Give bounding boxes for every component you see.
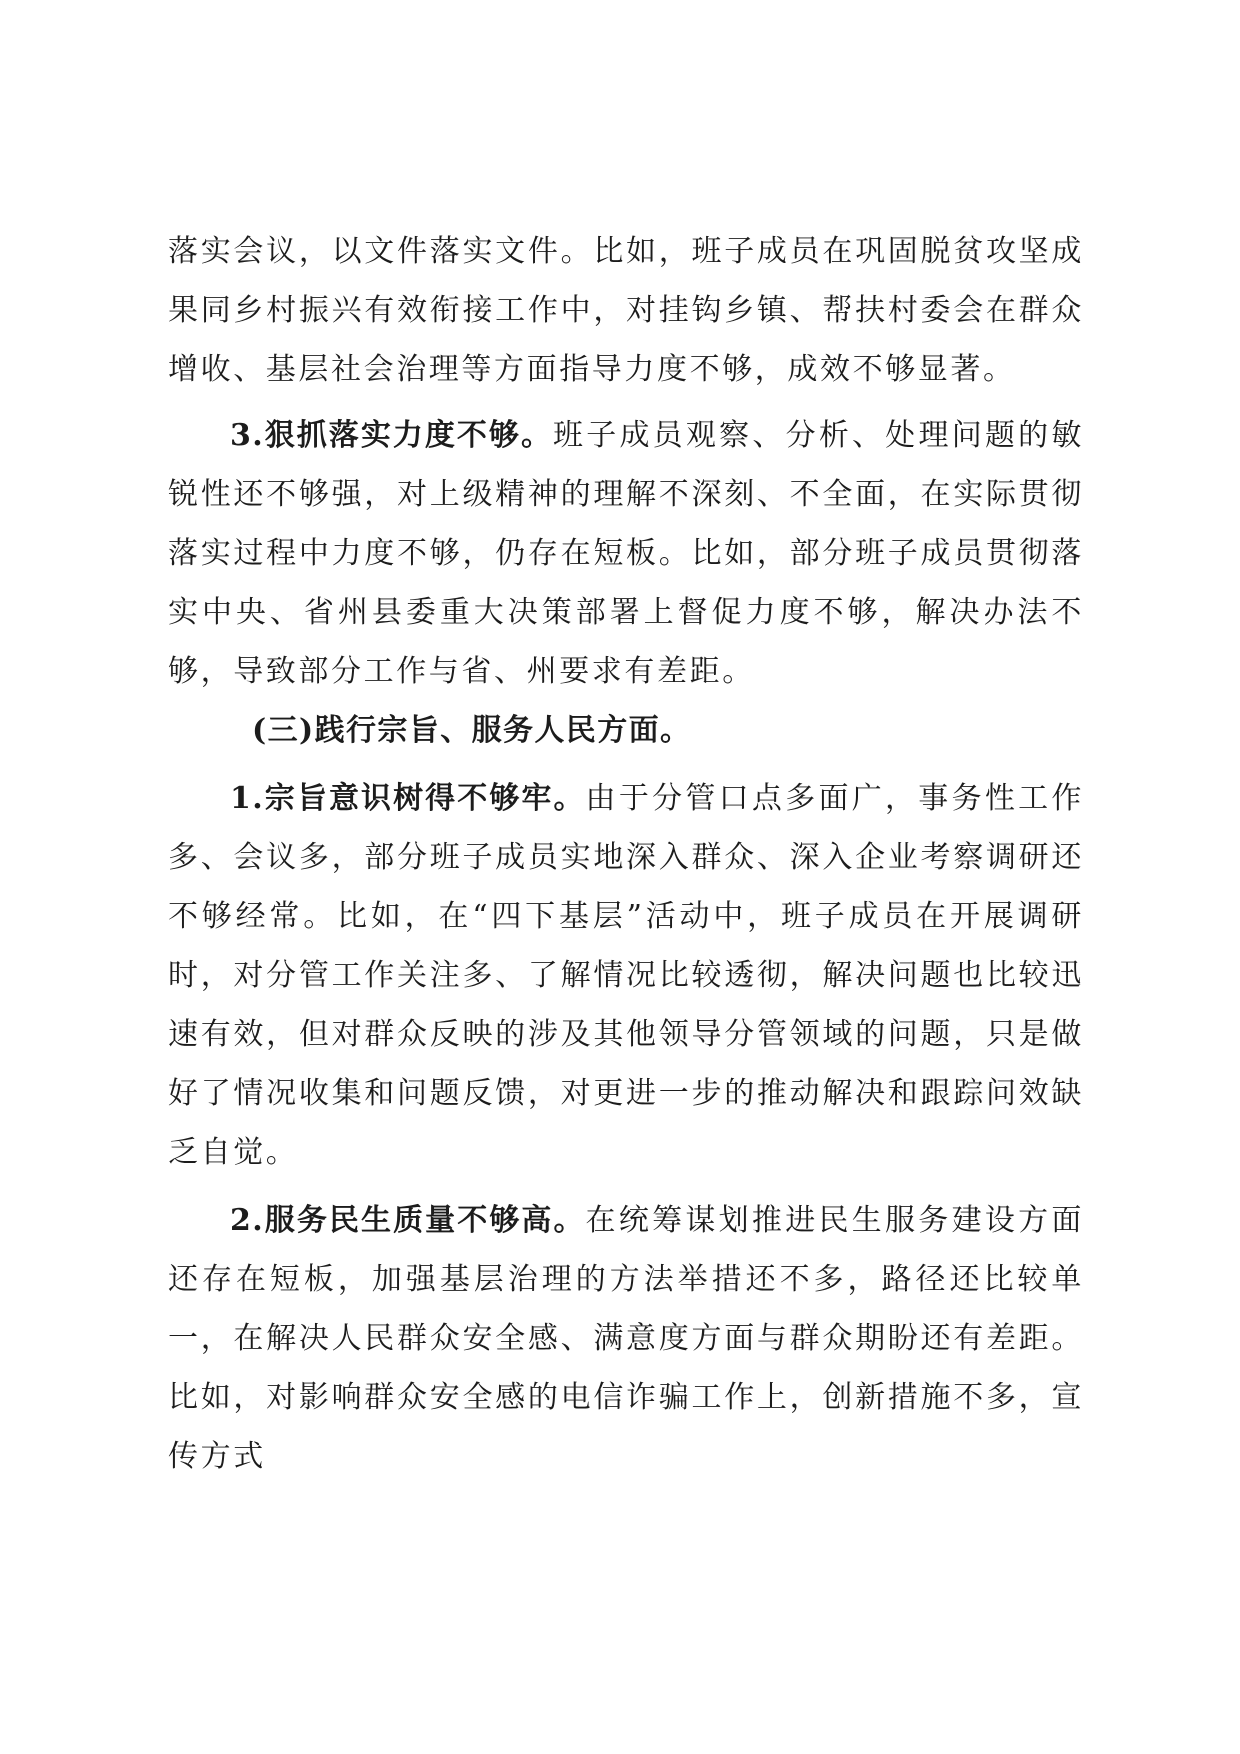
item-heading: 1.宗旨意识树得不够牢。 [230, 781, 586, 816]
paragraph-text: 班子成员观察、分析、处理问题的敏锐性还不够强，对上级精神的理解不深刻、不全面，在实际贯彻落实过程中力度不够，仍存在短板。比如，部分班子成员贯彻落实中央、省州县委重大决策部署上督促力度不够，解决办法不够，导致部分工作与省、州要求有差距。 [168, 418, 1085, 689]
paragraph-item-2 [168, 1191, 1084, 1486]
item-heading: 2.服务民生质量不够高。 [230, 1203, 586, 1238]
paragraph-item-1 [168, 769, 1084, 1182]
paragraph-text: 由于分管口点多面广，事务性工作多、会议多，部分班子成员实地深入群众、深入企业考察调研还不够经常。比如，在“四下基层”活动中，班子成员在开展调研时，对分管工作关注多、了解情况比较透彻，解决问题也比较迅速有效，但对群众反映的涉及其他领导分管领域的问题，只是做好了情况收集和问题反馈，对更进一步的推动解决和跟踪问效缺乏自觉。 [168, 781, 1084, 1170]
paragraph-text: 在统筹谋划推进民生服务建设方面还存在短板，加强基层治理的方法举措还不多，路径还比较单一，在解决人民群众安全感、满意度方面与群众期盼还有差距。比如，对影响群众安全感的电信诈骗工作上，创新措施不多，宣传方式 [168, 1203, 1084, 1474]
paragraph-item-3 [168, 406, 1084, 701]
paragraph-continuation [168, 222, 1084, 399]
item-heading: 3.狠抓落实力度不够。 [230, 418, 553, 453]
document-body [168, 222, 1084, 1486]
section-heading: (三)践行宗旨、服务人民方面。 [252, 713, 692, 748]
paragraph-text: 落实会议，以文件落实文件。比如，班子成员在巩固脱贫攻坚成果同乡村振兴有效衔接工作中，对挂钩乡镇、帮扶村委会在群众增收、基层社会治理等方面指导力度不够，成效不够显著。 [168, 234, 1084, 387]
